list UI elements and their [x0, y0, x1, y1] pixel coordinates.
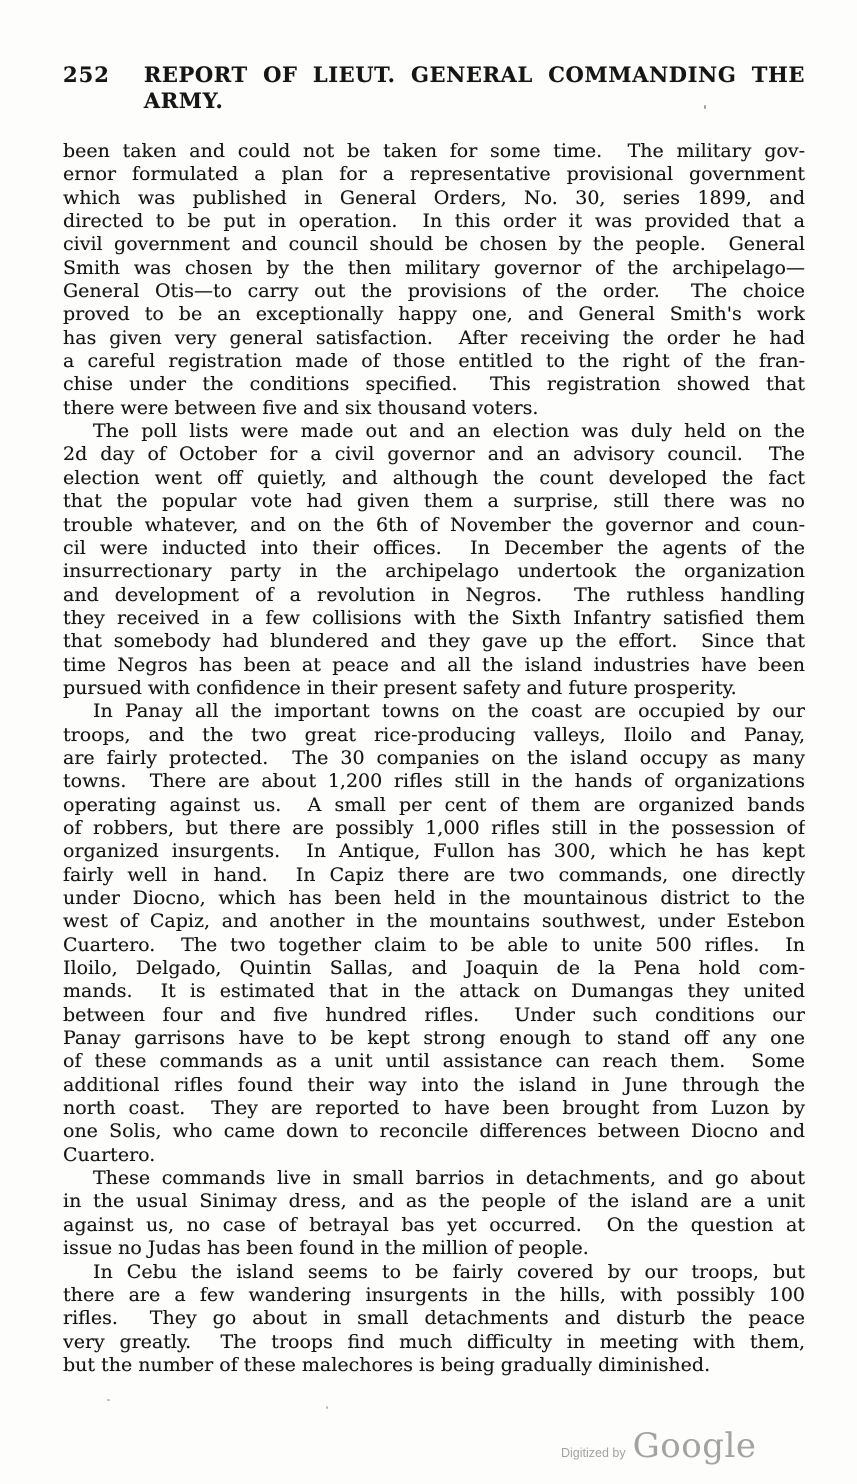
text-line: Panay garrisons have to be kept strong enough to stand off any one — [63, 1027, 805, 1050]
text-line: proved to be an exceptionally happy one, and General Smith's work — [63, 303, 805, 326]
text-line: a careful registration made of those entitled to the right of the fran- — [63, 350, 805, 373]
text-line: rifles. They go about in small detachments and disturb the peace — [63, 1307, 805, 1330]
text-line: mands. It is estimated that in the attack on Dumangas they united — [63, 980, 805, 1003]
text-line: troops, and the two great rice-producing valleys, Iloilo and Panay, — [63, 723, 805, 746]
scan-speck — [107, 1399, 110, 1401]
text-line: 2d day of October for a civil governor and an advisory council. The — [63, 443, 805, 466]
page-content — [63, 62, 820, 1377]
text-line: they received in a few collisions with the Sixth Infantry satisfied them — [63, 606, 805, 629]
text-line: that the popular vote had given them a surprise, still there was no — [63, 490, 805, 513]
text-line: that somebody had blundered and they gave up the effort. Since that — [63, 630, 805, 653]
text-line: civil government and council should be chosen by the people. General — [63, 233, 805, 256]
text-line: In Panay all the important towns on the coast are occupied by our — [93, 700, 805, 723]
paragraph — [63, 1261, 805, 1378]
text-line: of robbers, but there are possibly 1,000 rifles still in the possession of — [63, 816, 805, 839]
text-line: are fairly protected. The 30 companies on the island occupy as many — [63, 746, 805, 769]
digitized-by-google-watermark — [561, 1426, 757, 1466]
paragraph — [63, 420, 805, 700]
google-logo: Google — [632, 1426, 757, 1466]
text-line: very greatly. The troops find much difficulty in meeting with them, — [63, 1330, 805, 1353]
text-line: Iloilo, Delgado, Quintin Sallas, and Joaquin de la Pena hold com- — [63, 957, 805, 980]
text-line: north coast. They are reported to have been brought from Luzon by — [63, 1097, 805, 1120]
text-line: ernor formulated a plan for a representative provisional government — [63, 163, 805, 186]
text-line: time Negros has been at peace and all the island industries have been — [63, 653, 805, 676]
text-line: against us, no case of betrayal bas yet occurred. On the question at — [63, 1213, 805, 1236]
paragraph — [63, 700, 805, 1167]
text-line: directed to be put in operation. In this order it was provided that a — [63, 210, 805, 233]
text-line: In Cebu the island seems to be fairly covered by our troops, but — [93, 1260, 805, 1283]
text-line: These commands live in small barrios in detachments, and go about — [93, 1167, 805, 1190]
text-line: and development of a revolution in Negros. The ruthless handling — [63, 583, 805, 606]
text-line: west of Capiz, and another in the mountains southwest, under Estebon — [63, 910, 805, 933]
text-line: but the number of these malechores is being gradually diminished. — [63, 1353, 711, 1376]
text-line: fairly well in hand. In Capiz there are two commands, one directly — [63, 863, 805, 886]
text-line: Cuartero. The two together claim to be able to unite 500 rifles. In — [63, 933, 805, 956]
text-line: insurrectionary party in the archipelago undertook the organization — [63, 560, 805, 583]
text-line: organized insurgents. In Antique, Fullon has 300, which he has kept — [63, 840, 805, 863]
page-number: 252 — [63, 62, 110, 87]
text-line: General Otis—to carry out the provisions of the order. The choice — [63, 280, 805, 303]
text-line: which was published in General Orders, No. 30, series 1899, and — [63, 186, 805, 209]
text-line: issue no Judas has been found in the million of people. — [63, 1237, 589, 1260]
text-line: The poll lists were made out and an election was duly held on the — [93, 420, 805, 443]
running-title: REPORT OF LIEUT. GENERAL COMMANDING THE ARMY. — [143, 62, 820, 113]
watermark-prefix-label: Digitized by — [561, 1446, 626, 1460]
text-line: chise under the conditions specified. This registration showed that — [63, 373, 805, 396]
text-line: cil were inducted into their offices. In December the agents of the — [63, 536, 805, 559]
scan-speck — [704, 105, 706, 109]
paragraph — [63, 140, 805, 420]
page-body — [63, 140, 805, 1377]
text-line: under Diocno, which has been held in the mountainous district to the — [63, 887, 805, 909]
text-line: in the usual Sinimay dress, and as the people of the island are a unit — [63, 1190, 805, 1213]
text-line: there are a few wandering insurgents in the hills, with possibly 100 — [63, 1283, 805, 1306]
text-line: been taken and could not be taken for some time. The military gov- — [63, 140, 805, 162]
text-line: there were between five and six thousand voters. — [63, 396, 539, 419]
text-line: towns. There are about 1,200 rifles still in the hands of organizations — [63, 770, 805, 793]
paragraph — [63, 1167, 805, 1260]
text-line: Cuartero. — [63, 1143, 156, 1166]
text-line: between four and five hundred rifles. Under such conditions our — [63, 1003, 805, 1026]
running-head — [63, 62, 820, 114]
text-line: election went off quietly, and although the count developed the fact — [63, 466, 805, 489]
scan-speck — [326, 1406, 328, 1409]
text-line: additional rifles found their way into the island in June through the — [63, 1073, 805, 1096]
text-line: pursued with confidence in their present safety and future prosperity. — [63, 676, 737, 699]
text-line: Smith was chosen by the then military governor of the archipelago— — [63, 256, 805, 279]
text-line: has given very general satisfaction. After receiving the order he had — [63, 326, 805, 349]
text-line: one Solis, who came down to reconcile differences between Diocno and — [63, 1120, 805, 1143]
text-line: operating against us. A small per cent of them are organized bands — [63, 793, 805, 816]
text-line: trouble whatever, and on the 6th of November the governor and coun- — [63, 513, 805, 536]
text-line: of these commands as a unit until assistance can reach them. Some — [63, 1050, 805, 1073]
